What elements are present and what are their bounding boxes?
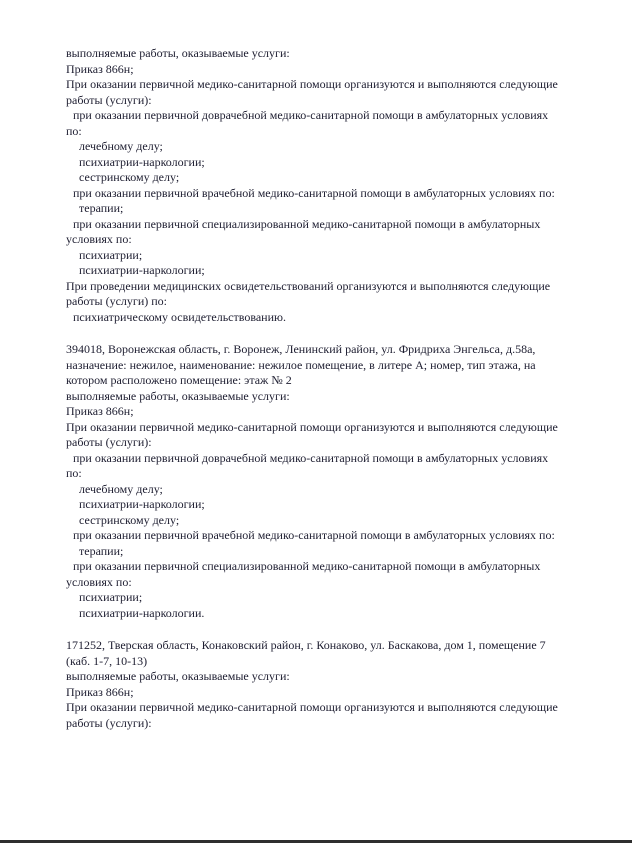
text-line: при оказании первичной специализированной медико-санитарной помощи в амбулаторных: [73, 216, 541, 231]
text-line: психиатрии-наркологии;: [79, 154, 205, 169]
text-line: работы (услуги):: [66, 435, 152, 449]
text-line: условиях по:: [66, 232, 132, 246]
text-line: выполняемые работы, оказываемые услуги:: [66, 388, 290, 403]
text-line: по:: [66, 123, 82, 138]
license-address-section: [66, 638, 576, 731]
text-line: котором расположено помещение: этаж № 2: [66, 373, 292, 387]
text-line: при оказании первичной доврачебной медико-санитарной помощи в амбулаторных условиях: [73, 450, 549, 465]
document-content: [66, 46, 576, 748]
text-line: При оказании первичной медико-санитарной помощи организуются и выполняются следующие: [66, 700, 558, 714]
text-line: Приказ 866н;: [66, 61, 134, 76]
text-line: 171252, Тверская область, Конаковский район, г. Конаково, ул. Баскакова, дом 1, помещение 7: [66, 638, 546, 652]
text-line: выполняемые работы, оказываемые услуги:: [66, 46, 290, 60]
license-address-section: [66, 46, 576, 325]
text-line: терапии;: [79, 543, 124, 558]
text-line: При оказании первичной медико-санитарной помощи организуются и выполняются следующие: [66, 419, 558, 434]
text-line: психиатрии-наркологии.: [79, 605, 205, 620]
text-line: Приказ 866н;: [66, 684, 134, 699]
text-line: (каб. 1-7, 10-13): [66, 653, 148, 668]
text-line: лечебному делу;: [79, 481, 163, 496]
text-line: назначение: нежилое, наименование: нежилое помещение, в литере А; номер, тип этажа, на: [66, 357, 536, 372]
text-line: при оказании первичной доврачебной медико-санитарной помощи в амбулаторных условиях: [73, 108, 549, 122]
text-line: При оказании первичной медико-санитарной помощи организуются и выполняются следующие: [66, 77, 558, 91]
page-bottom-border: [0, 840, 632, 843]
text-line: психиатрии;: [79, 590, 143, 604]
text-line: условиях по:: [66, 574, 132, 589]
text-line: При проведении медицинских освидетельствований организуются и выполняются следующие: [66, 278, 551, 293]
license-address-section: [66, 342, 576, 621]
text-line: психиатрическому освидетельствованию.: [73, 309, 286, 324]
text-line: психиатрии-наркологии;: [79, 497, 205, 511]
text-line: лечебному делу;: [79, 139, 163, 153]
text-line: по:: [66, 466, 82, 480]
text-line: работы (услуги):: [66, 715, 152, 730]
text-line: сестринскому делу;: [79, 170, 180, 184]
text-line: терапии;: [79, 201, 124, 215]
text-line: при оказании первичной врачебной медико-санитарной помощи в амбулаторных условиях по:: [73, 528, 555, 542]
text-line: выполняемые работы, оказываемые услуги:: [66, 669, 290, 683]
text-line: при оказании первичной врачебной медико-санитарной помощи в амбулаторных условиях по:: [73, 185, 555, 200]
text-line: работы (услуги) по:: [66, 294, 167, 308]
text-line: Приказ 866н;: [66, 404, 134, 418]
text-line: 394018, Воронежская область, г. Воронеж, Ленинский район, ул. Фридриха Энгельса, д.58а,: [66, 342, 536, 356]
text-line: психиатрии;: [79, 247, 143, 262]
text-line: работы (услуги):: [66, 92, 152, 107]
text-line: при оказании первичной специализированной медико-санитарной помощи в амбулаторных: [73, 559, 541, 573]
text-line: сестринскому делу;: [79, 512, 180, 527]
text-line: психиатрии-наркологии;: [79, 263, 205, 277]
